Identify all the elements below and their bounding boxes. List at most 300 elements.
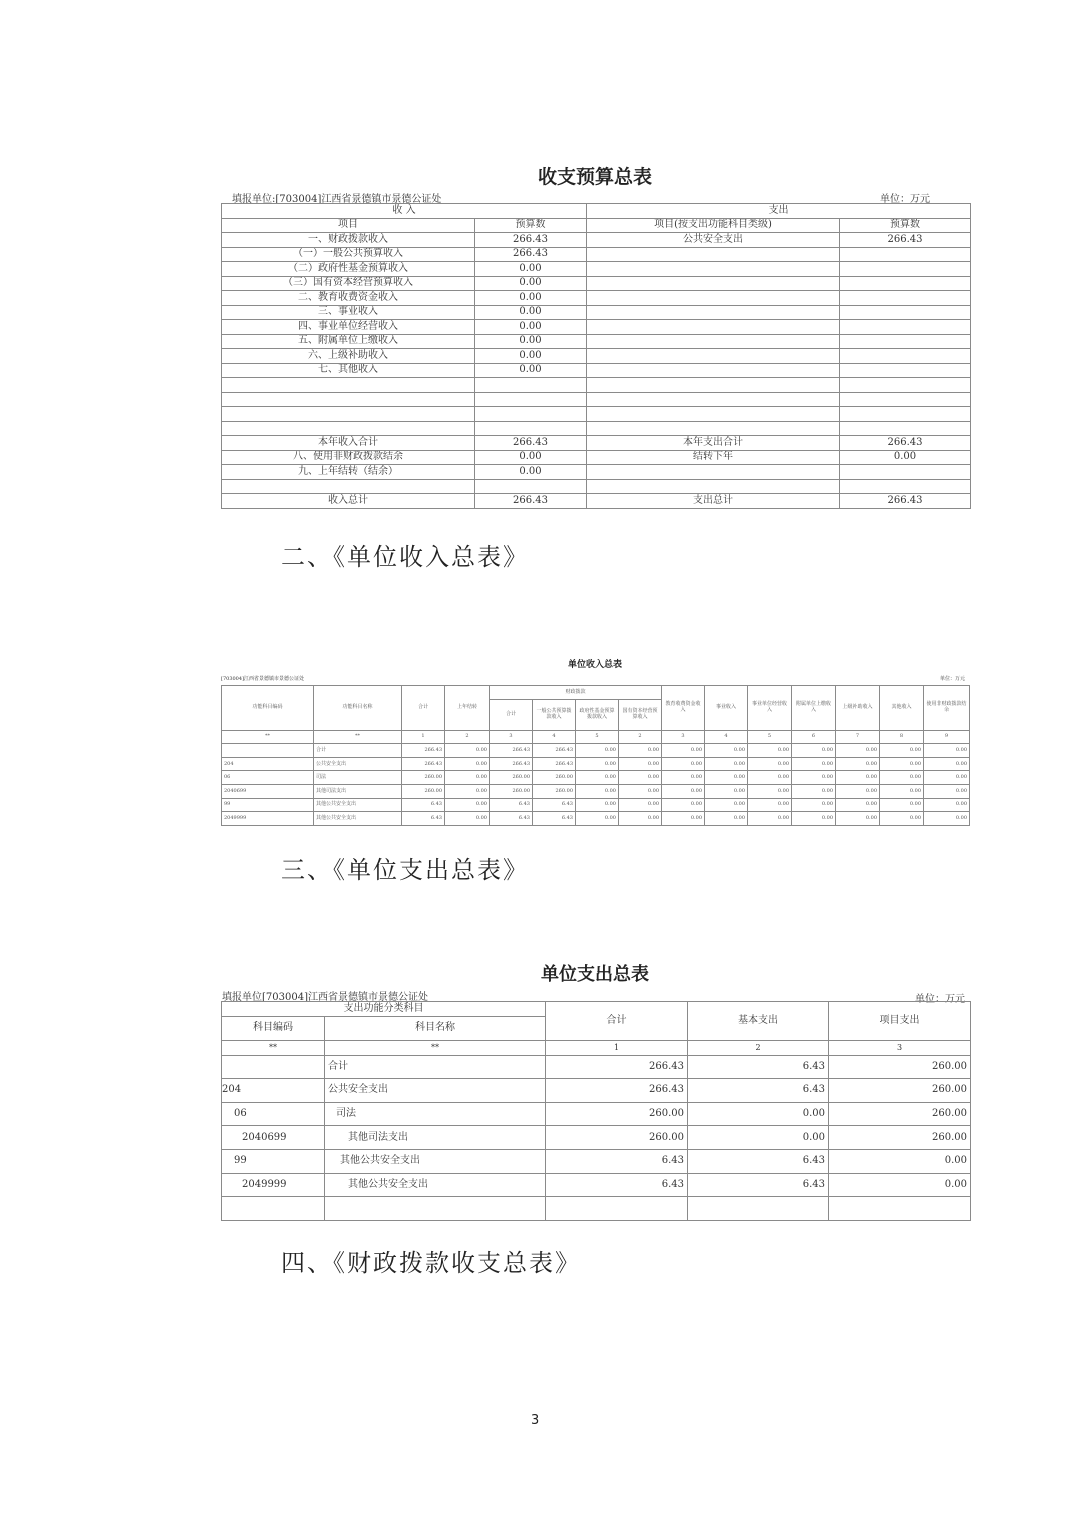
expense-total: 266.43 bbox=[546, 1079, 688, 1103]
budget-value: 0.00 bbox=[475, 262, 587, 277]
h-rest-3: 附属单位上缴收入 bbox=[792, 686, 836, 731]
budget-item: 九、上年结转（结余） bbox=[222, 465, 475, 480]
h-carry: 上年结转 bbox=[445, 686, 490, 731]
expense-name: 其他公共安全支出 bbox=[325, 1149, 546, 1173]
expense-table-title: 单位支出总表 bbox=[541, 964, 649, 985]
income-row bbox=[222, 744, 970, 758]
income-value: 0.00 bbox=[836, 784, 880, 798]
income-value: 260.00 bbox=[533, 784, 576, 798]
budget-header-row-1 bbox=[222, 204, 971, 219]
budget-value: 0.00 bbox=[475, 450, 587, 465]
expense-value bbox=[840, 262, 971, 277]
budget-row bbox=[222, 450, 971, 465]
expense-total: 266.43 bbox=[546, 1055, 688, 1079]
income-index-cell: 1 bbox=[402, 730, 445, 744]
budget-item: 八、使用非财政拨款结余 bbox=[222, 450, 475, 465]
expense-total: 260.00 bbox=[546, 1102, 688, 1126]
expense-row bbox=[222, 1126, 971, 1150]
income-index-cell: ** bbox=[222, 730, 314, 744]
budget-item: 四、事业单位经营收入 bbox=[222, 320, 475, 335]
income-name: 司法 bbox=[314, 771, 402, 785]
expense-item bbox=[587, 378, 840, 393]
expense-basic: 6.43 bbox=[688, 1173, 829, 1197]
income-table-title: 单位收入总表 bbox=[567, 660, 622, 670]
budget-row bbox=[222, 305, 971, 320]
income-value: 0.00 bbox=[705, 744, 748, 758]
income-value: 0.00 bbox=[880, 757, 924, 771]
expense-value bbox=[840, 479, 971, 494]
budget-value: 0.00 bbox=[475, 363, 587, 378]
budget-item: 二、教育收费资金收入 bbox=[222, 291, 475, 306]
income-value: 0.00 bbox=[792, 744, 836, 758]
income-code: 2049999 bbox=[222, 812, 314, 826]
budget-row bbox=[222, 436, 971, 451]
income-value: 0.00 bbox=[662, 784, 705, 798]
budget-item bbox=[222, 479, 475, 494]
section-heading-fiscal: 四、《财政拨款收支总表》 bbox=[281, 1249, 581, 1277]
income-name: 公共安全支出 bbox=[314, 757, 402, 771]
h-name: 功能科目名称 bbox=[314, 686, 402, 731]
expense-code bbox=[222, 1055, 325, 1079]
h-rest-5: 其他收入 bbox=[880, 686, 924, 731]
expense-basic: 6.43 bbox=[688, 1055, 829, 1079]
income-value: 0.00 bbox=[619, 757, 662, 771]
budget-value bbox=[475, 407, 587, 422]
expense-item bbox=[587, 363, 840, 378]
income-value: 260.00 bbox=[490, 771, 533, 785]
budget-row bbox=[222, 233, 971, 248]
budget-row bbox=[222, 465, 971, 480]
income-value: 6.43 bbox=[490, 812, 533, 826]
expense-basic bbox=[688, 1197, 829, 1221]
income-value: 0.00 bbox=[924, 798, 970, 812]
income-index-cell: 8 bbox=[880, 730, 924, 744]
income-value: 0.00 bbox=[619, 812, 662, 826]
income-value: 0.00 bbox=[705, 784, 748, 798]
expense-item bbox=[587, 320, 840, 335]
expense-total: 260.00 bbox=[546, 1126, 688, 1150]
budget-row bbox=[222, 421, 971, 436]
income-value: 266.43 bbox=[533, 757, 576, 771]
income-value: 0.00 bbox=[836, 812, 880, 826]
budget-value bbox=[475, 479, 587, 494]
income-value: 6.43 bbox=[533, 798, 576, 812]
expense-unit-left: 填报单位[703004]江西省景德镇市景德公证处 bbox=[222, 992, 428, 1003]
income-name: 其他公共安全支出 bbox=[314, 798, 402, 812]
budget-row bbox=[222, 407, 971, 422]
income-value: 0.00 bbox=[445, 784, 490, 798]
budget-unit-right: 单位：万元 bbox=[880, 194, 930, 205]
expense-name: 其他公共安全支出 bbox=[325, 1173, 546, 1197]
income-value: 0.00 bbox=[662, 812, 705, 826]
income-value: 0.00 bbox=[619, 771, 662, 785]
income-code: 99 bbox=[222, 798, 314, 812]
budget-summary-table bbox=[221, 203, 971, 509]
income-unit-right: 单位：万元 bbox=[940, 676, 966, 682]
expense-project: 0.00 bbox=[829, 1173, 971, 1197]
income-value: 0.00 bbox=[662, 744, 705, 758]
income-value: 0.00 bbox=[445, 771, 490, 785]
income-value: 266.43 bbox=[402, 757, 445, 771]
income-value: 0.00 bbox=[705, 771, 748, 785]
expense-item bbox=[587, 392, 840, 407]
h-rest-0: 教育收费资金收入 bbox=[662, 686, 705, 731]
expense-item bbox=[587, 479, 840, 494]
budget-row bbox=[222, 262, 971, 277]
col-item: 项目 bbox=[222, 218, 475, 233]
income-index-cell: 5 bbox=[576, 730, 619, 744]
expense-code bbox=[222, 1197, 325, 1221]
income-value: 0.00 bbox=[792, 784, 836, 798]
expense-index-cell: ** bbox=[325, 1040, 546, 1055]
income-value: 0.00 bbox=[748, 757, 792, 771]
budget-item: （三）国有资本经营预算收入 bbox=[222, 276, 475, 291]
income-value: 0.00 bbox=[662, 757, 705, 771]
income-value: 0.00 bbox=[445, 744, 490, 758]
expense-project bbox=[829, 1197, 971, 1221]
income-value: 0.00 bbox=[836, 771, 880, 785]
budget-value: 0.00 bbox=[475, 276, 587, 291]
expense-value bbox=[840, 247, 971, 262]
expense-basic: 6.43 bbox=[688, 1079, 829, 1103]
expense-index-cell: 2 bbox=[688, 1040, 829, 1055]
budget-item: 六、上级补助收入 bbox=[222, 349, 475, 364]
budget-value: 0.00 bbox=[475, 349, 587, 364]
income-code: 204 bbox=[222, 757, 314, 771]
budget-item: 收入总计 bbox=[222, 494, 475, 509]
expense-item bbox=[587, 421, 840, 436]
budget-unit-left: 填报单位:[703004]江西省景德镇市景德公证处 bbox=[232, 194, 442, 205]
income-index-cell: 4 bbox=[533, 730, 576, 744]
expense-value bbox=[840, 349, 971, 364]
expense-row bbox=[222, 1079, 971, 1103]
expense-basic: 0.00 bbox=[688, 1102, 829, 1126]
expense-item bbox=[587, 334, 840, 349]
h-exp-code: 科目编码 bbox=[222, 1017, 325, 1041]
expense-row bbox=[222, 1055, 971, 1079]
budget-row bbox=[222, 291, 971, 306]
income-value: 0.00 bbox=[748, 784, 792, 798]
budget-value: 266.43 bbox=[475, 494, 587, 509]
h-sub-3: 国有资本经营预算收入 bbox=[619, 699, 662, 730]
expense-row bbox=[222, 1149, 971, 1173]
expense-item bbox=[587, 305, 840, 320]
income-value: 266.43 bbox=[533, 744, 576, 758]
expense-value: 266.43 bbox=[840, 494, 971, 509]
income-value: 6.43 bbox=[402, 812, 445, 826]
budget-item: 一、财政拨款收入 bbox=[222, 233, 475, 248]
income-value: 0.00 bbox=[924, 757, 970, 771]
expense-row bbox=[222, 1197, 971, 1221]
expense-code: 204 bbox=[222, 1079, 325, 1103]
expense-item: 本年支出合计 bbox=[587, 436, 840, 451]
expense-value: 266.43 bbox=[840, 233, 971, 248]
expense-basic: 0.00 bbox=[688, 1126, 829, 1150]
income-value: 0.00 bbox=[792, 757, 836, 771]
budget-row bbox=[222, 334, 971, 349]
expense-item bbox=[587, 291, 840, 306]
h-sub-1: 一般公共预算拨款收入 bbox=[533, 699, 576, 730]
income-value: 6.43 bbox=[533, 812, 576, 826]
income-value: 0.00 bbox=[836, 798, 880, 812]
budget-row bbox=[222, 276, 971, 291]
h-exp-name: 科目名称 bbox=[325, 1017, 546, 1041]
income-value: 0.00 bbox=[619, 784, 662, 798]
income-value: 0.00 bbox=[576, 784, 619, 798]
income-value: 0.00 bbox=[705, 812, 748, 826]
income-row bbox=[222, 812, 970, 826]
h-fiscal: 财政拨款 bbox=[490, 686, 662, 700]
budget-value bbox=[475, 378, 587, 393]
budget-item bbox=[222, 421, 475, 436]
income-index-cell: 5 bbox=[748, 730, 792, 744]
income-value: 0.00 bbox=[880, 812, 924, 826]
income-value: 0.00 bbox=[924, 771, 970, 785]
expense-project: 260.00 bbox=[829, 1126, 971, 1150]
budget-item: 本年收入合计 bbox=[222, 436, 475, 451]
income-code: 06 bbox=[222, 771, 314, 785]
expense-value bbox=[840, 465, 971, 480]
income-value: 266.43 bbox=[490, 757, 533, 771]
expense-value bbox=[840, 407, 971, 422]
unit-expense-table bbox=[221, 1001, 971, 1221]
h-rest-1: 事业收入 bbox=[705, 686, 748, 731]
expense-index-cell: 1 bbox=[546, 1040, 688, 1055]
income-index-cell: 7 bbox=[836, 730, 880, 744]
expense-item bbox=[587, 276, 840, 291]
h-sub-0: 合计 bbox=[490, 699, 533, 730]
expense-value bbox=[840, 421, 971, 436]
expense-value bbox=[840, 276, 971, 291]
income-value: 266.43 bbox=[402, 744, 445, 758]
income-index-cell: 9 bbox=[924, 730, 970, 744]
income-value: 0.00 bbox=[924, 744, 970, 758]
h-basic: 基本支出 bbox=[688, 1002, 829, 1041]
budget-row bbox=[222, 378, 971, 393]
income-index-cell: 2 bbox=[445, 730, 490, 744]
budget-value: 0.00 bbox=[475, 305, 587, 320]
income-value: 0.00 bbox=[576, 798, 619, 812]
income-value: 260.00 bbox=[533, 771, 576, 785]
income-value: 0.00 bbox=[748, 744, 792, 758]
expense-header-row-1 bbox=[222, 1002, 971, 1017]
income-value: 260.00 bbox=[402, 771, 445, 785]
income-index-cell: 3 bbox=[662, 730, 705, 744]
expense-code: 06 bbox=[222, 1102, 325, 1126]
income-index-cell: 6 bbox=[792, 730, 836, 744]
income-index-cell: 3 bbox=[490, 730, 533, 744]
income-value: 0.00 bbox=[662, 798, 705, 812]
budget-value bbox=[475, 392, 587, 407]
income-index-cell: 2 bbox=[619, 730, 662, 744]
expense-item bbox=[587, 407, 840, 422]
income-value: 0.00 bbox=[748, 798, 792, 812]
income-value: 0.00 bbox=[880, 798, 924, 812]
expense-item bbox=[587, 349, 840, 364]
budget-item: 五、附属单位上缴收入 bbox=[222, 334, 475, 349]
budget-value: 266.43 bbox=[475, 436, 587, 451]
expense-project: 260.00 bbox=[829, 1079, 971, 1103]
expense-code: 99 bbox=[222, 1149, 325, 1173]
budget-value: 0.00 bbox=[475, 320, 587, 335]
income-value: 0.00 bbox=[792, 771, 836, 785]
income-value: 0.00 bbox=[445, 798, 490, 812]
expense-project: 260.00 bbox=[829, 1055, 971, 1079]
income-header-row-1 bbox=[222, 686, 970, 700]
expense-value bbox=[840, 305, 971, 320]
income-value: 0.00 bbox=[748, 771, 792, 785]
income-unit-left: [703004]江西省景德镇市景德公证处 bbox=[221, 676, 304, 682]
income-value: 0.00 bbox=[880, 744, 924, 758]
expense-item bbox=[587, 465, 840, 480]
col-exp-item: 项目(按支出功能科目类级) bbox=[587, 218, 840, 233]
budget-row bbox=[222, 320, 971, 335]
income-value: 0.00 bbox=[619, 798, 662, 812]
budget-value: 266.43 bbox=[475, 247, 587, 262]
budget-header-row-2 bbox=[222, 218, 971, 233]
col-exp-budget: 预算数 bbox=[840, 218, 971, 233]
income-value: 0.00 bbox=[576, 771, 619, 785]
income-header: 收 入 bbox=[222, 204, 587, 219]
expense-project: 260.00 bbox=[829, 1102, 971, 1126]
income-value: 0.00 bbox=[836, 744, 880, 758]
expense-unit-right: 单位：万元 bbox=[915, 994, 965, 1005]
budget-value: 0.00 bbox=[475, 465, 587, 480]
income-value: 266.43 bbox=[490, 744, 533, 758]
expense-value bbox=[840, 320, 971, 335]
expense-index-cell: ** bbox=[222, 1040, 325, 1055]
income-value: 0.00 bbox=[836, 757, 880, 771]
section-heading-income: 二、《单位收入总表》 bbox=[281, 543, 529, 571]
income-value: 6.43 bbox=[490, 798, 533, 812]
budget-row bbox=[222, 363, 971, 378]
h-func: 支出功能分类科目 bbox=[222, 1002, 546, 1017]
expense-value bbox=[840, 363, 971, 378]
h-rest-4: 上级补助收入 bbox=[836, 686, 880, 731]
income-value: 260.00 bbox=[490, 784, 533, 798]
expense-code: 2040699 bbox=[222, 1126, 325, 1150]
expense-index-cell: 3 bbox=[829, 1040, 971, 1055]
income-value: 260.00 bbox=[402, 784, 445, 798]
expense-name: 司法 bbox=[325, 1102, 546, 1126]
budget-item: 三、事业收入 bbox=[222, 305, 475, 320]
income-index-cell: ** bbox=[314, 730, 402, 744]
expense-item: 公共安全支出 bbox=[587, 233, 840, 248]
expense-code: 2049999 bbox=[222, 1173, 325, 1197]
budget-row bbox=[222, 479, 971, 494]
expense-header: 支出 bbox=[587, 204, 971, 219]
income-value: 0.00 bbox=[924, 812, 970, 826]
income-row bbox=[222, 784, 970, 798]
expense-row bbox=[222, 1102, 971, 1126]
budget-item bbox=[222, 407, 475, 422]
expense-value bbox=[840, 378, 971, 393]
income-value: 0.00 bbox=[880, 784, 924, 798]
col-budget: 预算数 bbox=[475, 218, 587, 233]
income-value: 0.00 bbox=[576, 757, 619, 771]
expense-item bbox=[587, 247, 840, 262]
expense-item: 支出总计 bbox=[587, 494, 840, 509]
income-code: 2040699 bbox=[222, 784, 314, 798]
budget-row bbox=[222, 392, 971, 407]
budget-item: （一）一般公共预算收入 bbox=[222, 247, 475, 262]
income-code bbox=[222, 744, 314, 758]
income-value: 0.00 bbox=[662, 771, 705, 785]
income-row bbox=[222, 757, 970, 771]
section-heading-expense: 三、《单位支出总表》 bbox=[281, 856, 529, 884]
income-name: 其他公共安全支出 bbox=[314, 812, 402, 826]
expense-basic: 6.43 bbox=[688, 1149, 829, 1173]
expense-value bbox=[840, 392, 971, 407]
income-row bbox=[222, 798, 970, 812]
income-value: 6.43 bbox=[402, 798, 445, 812]
h-rest-6: 使用非财政拨款结余 bbox=[924, 686, 970, 731]
income-value: 0.00 bbox=[924, 784, 970, 798]
h-project: 项目支出 bbox=[829, 1002, 971, 1041]
income-value: 0.00 bbox=[792, 798, 836, 812]
expense-value bbox=[840, 334, 971, 349]
expense-total: 6.43 bbox=[546, 1149, 688, 1173]
budget-value: 0.00 bbox=[475, 334, 587, 349]
income-index-cell: 4 bbox=[705, 730, 748, 744]
income-value: 0.00 bbox=[880, 771, 924, 785]
income-name: 合计 bbox=[314, 744, 402, 758]
expense-value: 0.00 bbox=[840, 450, 971, 465]
h-total: 合计 bbox=[402, 686, 445, 731]
expense-name: 合计 bbox=[325, 1055, 546, 1079]
income-value: 0.00 bbox=[576, 744, 619, 758]
budget-item bbox=[222, 392, 475, 407]
h-code: 功能科目编码 bbox=[222, 686, 314, 731]
income-value: 0.00 bbox=[705, 757, 748, 771]
budget-value: 0.00 bbox=[475, 291, 587, 306]
expense-item bbox=[587, 262, 840, 277]
income-value: 0.00 bbox=[445, 757, 490, 771]
expense-index-row bbox=[222, 1040, 971, 1055]
income-value: 0.00 bbox=[445, 812, 490, 826]
expense-project: 0.00 bbox=[829, 1149, 971, 1173]
expense-name: 公共安全支出 bbox=[325, 1079, 546, 1103]
h-rest-2: 事业单位经营收入 bbox=[748, 686, 792, 731]
budget-row bbox=[222, 494, 971, 509]
income-value: 0.00 bbox=[748, 812, 792, 826]
income-index-row bbox=[222, 730, 970, 744]
h-exp-total: 合计 bbox=[546, 1002, 688, 1041]
budget-item: 七、其他收入 bbox=[222, 363, 475, 378]
expense-value bbox=[840, 291, 971, 306]
h-sub-2: 政府性基金预算拨款收入 bbox=[576, 699, 619, 730]
income-name: 其他司法支出 bbox=[314, 784, 402, 798]
expense-name bbox=[325, 1197, 546, 1221]
budget-item: （二）政府性基金预算收入 bbox=[222, 262, 475, 277]
income-value: 0.00 bbox=[792, 812, 836, 826]
budget-item bbox=[222, 378, 475, 393]
income-row bbox=[222, 771, 970, 785]
income-value: 0.00 bbox=[576, 812, 619, 826]
budget-value bbox=[475, 421, 587, 436]
expense-total: 6.43 bbox=[546, 1173, 688, 1197]
page-number: 3 bbox=[531, 1413, 540, 1428]
expense-name: 其他司法支出 bbox=[325, 1126, 546, 1150]
expense-item: 结转下年 bbox=[587, 450, 840, 465]
budget-row bbox=[222, 349, 971, 364]
expense-total bbox=[546, 1197, 688, 1221]
expense-row bbox=[222, 1173, 971, 1197]
budget-row bbox=[222, 247, 971, 262]
expense-value: 266.43 bbox=[840, 436, 971, 451]
unit-income-table bbox=[221, 685, 970, 826]
income-value: 0.00 bbox=[619, 744, 662, 758]
